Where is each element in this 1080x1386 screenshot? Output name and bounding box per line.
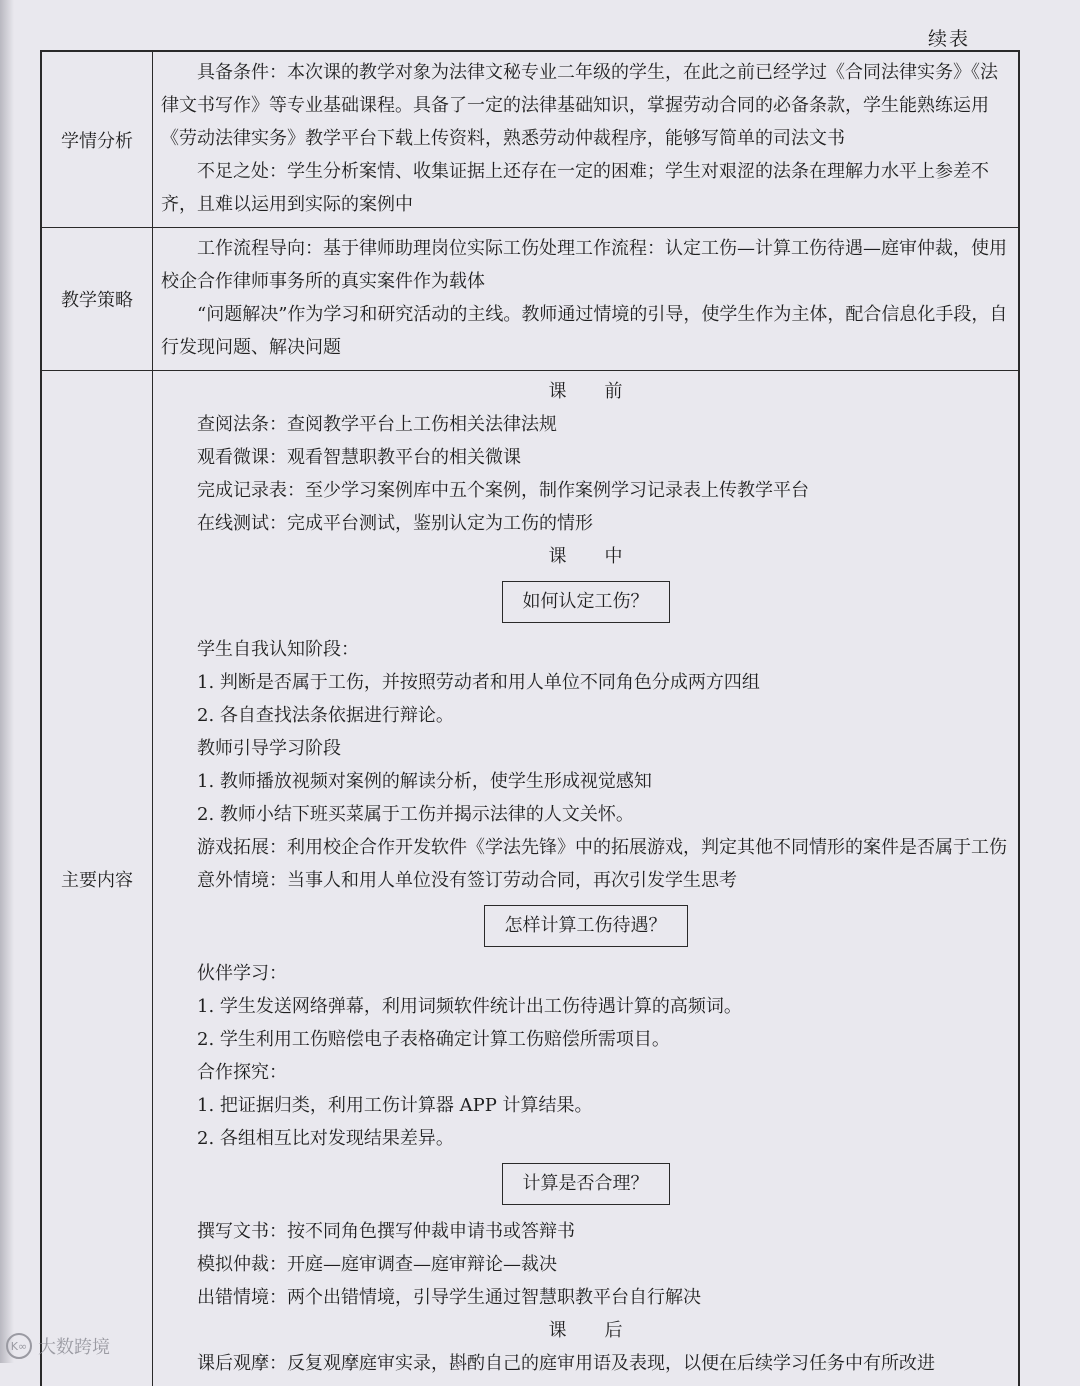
coop-item: 2. 各组相互比对发现结果差异。 — [197, 1128, 454, 1149]
analysis-shortcomings: 不足之处：学生分析案情、收集证据上还存在一定的困难；学生对艰涩的法条在理解力水平上参差不齐，且难以运用到实际的案例中 — [161, 161, 989, 215]
stage-item: 1. 判断是否属于工伤，并按照劳动者和用人单位不同角色分成两方四组 — [197, 672, 760, 693]
stage-title: 教师引导学习阶段 — [197, 738, 341, 759]
stage-item: 2. 各自查找法条依据进行辩论。 — [197, 705, 454, 726]
strategy-workflow: 工作流程导向：基于律师助理岗位实际工伤处理工作流程：认定工伤—计算工伤待遇—庭审仲裁，使用校企合作律师事务所的真实案件作为载体 — [161, 238, 1007, 292]
before-item: 在线测试：完成平台测试，鉴别认定为工伤的情形 — [197, 513, 593, 534]
stage-item: 1. 教师播放视频对案例的解读分析，使学生形成视觉感知 — [197, 771, 652, 792]
coop-item: 1. 把证据归类，利用工伤计算器 APP 计算结果。 — [197, 1095, 593, 1116]
stage-item: 2. 教师小结下班买菜属于工伤并揭示法律的人文关怀。 — [197, 804, 634, 825]
heading-after-class: 课后 — [548, 1320, 661, 1341]
before-item: 查阅法条：查阅教学平台上工伤相关法律法规 — [197, 414, 557, 435]
accident-scenario: 意外情境：当事人和用人单位没有签订劳动合同，再次引发学生思考 — [197, 870, 737, 891]
task-item: 模拟仲裁：开庭—庭审调查—庭审辩论—裁决 — [197, 1254, 557, 1275]
game-extension: 游戏拓展：利用校企合作开发软件《学法先锋》中的拓展游戏，判定其他不同情形的案件是否属于工伤 — [197, 837, 1007, 858]
task-item: 出错情境：两个出错情境，引导学生通过智慧职教平台自行解决 — [197, 1287, 701, 1308]
content-teaching-strategy — [153, 228, 1018, 370]
continued-table-note: 续表 — [927, 28, 970, 50]
before-item: 完成记录表：至少学习案例库中五个案例，制作案例学习记录表上传教学平台 — [197, 480, 809, 501]
watermark-text: 大数跨境 — [38, 1337, 110, 1358]
task-item: 撰写文书：按不同角色撰写仲裁申请书或答辩书 — [197, 1221, 575, 1242]
watermark — [6, 1333, 110, 1359]
page-binding-shadow — [0, 0, 14, 1363]
after-item: 课后观摩：反复观摩庭审实录，斟酌自己的庭审用语及表现，以便在后续学习任务中有所改进 — [197, 1353, 935, 1374]
question-box-calculate-benefits: 怎样计算工伤待遇？ — [484, 905, 688, 947]
question-box-reasonable: 计算是否合理？ — [502, 1163, 670, 1205]
partner-item: 1. 学生发送网络弹幕，利用词频软件统计出工伤待遇计算的高频词。 — [197, 996, 742, 1017]
label-student-analysis: 学情分析 — [42, 52, 153, 227]
strategy-problem-solving: “问题解决”作为学习和研究活动的主线。教师通过情境的引导，使学生作为主体，配合信息化手段，自行发现问题、解决问题 — [161, 304, 1008, 358]
question-box-identify-injury: 如何认定工伤？ — [502, 581, 670, 623]
row-student-analysis — [42, 52, 1018, 228]
partner-item: 2. 学生利用工伤赔偿电子表格确定计算工伤赔偿所需项目。 — [197, 1029, 670, 1050]
label-teaching-strategy: 教学策略 — [42, 228, 153, 370]
content-student-analysis — [153, 52, 1018, 227]
row-main-content — [42, 371, 1018, 1386]
analysis-conditions: 具备条件：本次课的教学对象为法律文秘专业二年级的学生，在此之前已经学过《合同法律实务》《法律文书写作》等专业基础课程。具备了一定的法律基础知识，掌握劳动合同的必备条款，学生能熟练运用《劳动法律实务》教学平台下载上传资料，熟悉劳动仲裁程序，能够写简单的司法文书 — [161, 62, 998, 149]
label-main-content: 主要内容 — [42, 371, 153, 1386]
heading-during-class: 课中 — [548, 546, 661, 567]
watermark-logo-icon: K∞ — [6, 1333, 32, 1359]
lesson-plan-table — [40, 50, 1020, 1386]
content-main — [153, 371, 1018, 1386]
stage-title: 学生自我认知阶段： — [197, 639, 359, 660]
before-item: 观看微课：观看智慧职教平台的相关微课 — [197, 447, 521, 468]
row-teaching-strategy — [42, 228, 1018, 371]
coop-title: 合作探究： — [197, 1062, 287, 1083]
partner-title: 伙伴学习： — [197, 963, 287, 984]
heading-before-class: 课前 — [548, 381, 661, 402]
